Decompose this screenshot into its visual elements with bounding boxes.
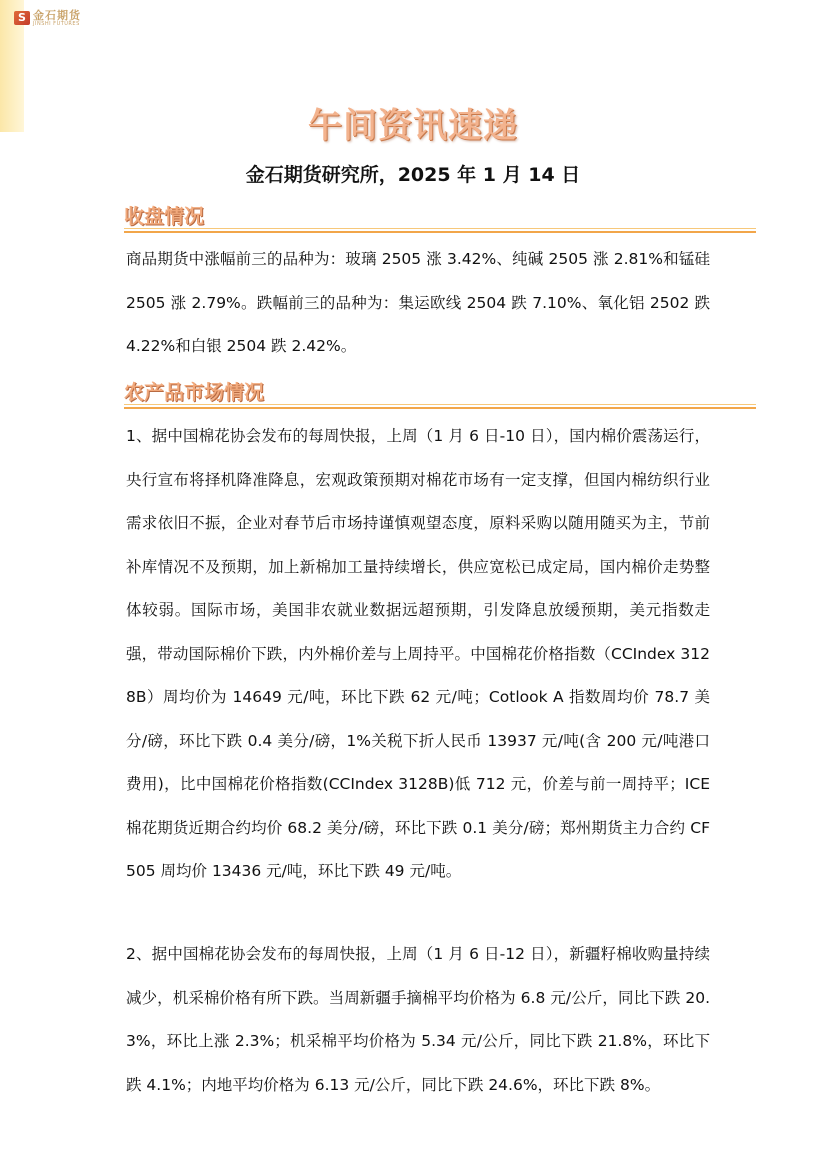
logo-mark-icon: S <box>14 11 30 25</box>
section-heading-closing <box>124 199 756 233</box>
logo-text <box>33 10 81 27</box>
logo-name: 金石期货 <box>33 8 81 22</box>
heading-divider <box>124 407 756 409</box>
paragraph-cotton-weekly: 1、据中国棉花协会发布的每周快报，上周（1 月 6 日-10 日），国内棉价震荡运行，央行宣布将择机降准降息，宏观政策预期对棉花市场有一定支撑，但国内棉纺织行业需求依旧不振，企业对春节后市场持谨慎观望态度，原料采购以随用随买为主，节前补库情况不及预期，加上新棉加工量持续增长，供应宽松已成定局，国内棉价走势整体较弱。国际市场，美国非农就业数据远超预期，引发降息放缓预期，美元指数走强，带动国际棉价下跌，内外棉价差与上周持平。中国棉花价格指数（CCIndex 3128B）周均价为 14649 元/吨，环比下跌 62 元/吨；Cotlook A 指数周均价 78.7 美分/磅，环比下跌 0.4 美分/磅，1%关税下折人民币 13937 元/吨(含 200 元/吨港口费用)，比中国棉花价格指数(CCIndex 3128B)低 712 元，价差与前一周持平；ICE 棉花期货近期合约均价 68.2 美分/磅，环比下跌 0.1 美分/磅；郑州期货主力合约 CF505 周均价 13436 元/吨，环比下跌 49 元/吨。 <box>126 427 710 880</box>
heading-divider <box>124 404 756 405</box>
company-logo <box>14 9 81 27</box>
page-subtitle: 金石期货研究所，2025 年 1 月 14 日 <box>245 164 581 186</box>
paragraph-xinjiang-seed-cotton: 2、据中国棉花协会发布的每周快报，上周（1 月 6 日-12 日），新疆籽棉收购量持续减少，机采棉价格有所下跌。当周新疆手摘棉平均价格为 6.8 元/公斤，同比下跌 20.3%，环比上涨 2.3%；机采棉平均价格为 5.34 元/公斤，同比下跌 21.8%，环比下跌 4.1%；内地平均价格为 6.13 元/公斤，同比下跌 24.6%，环比下跌 8%。 <box>126 945 710 1094</box>
page-title: 午间资讯速递 <box>308 106 518 146</box>
paragraph-closing-summary: 商品期货中涨幅前三的品种为：玻璃 2505 涨 3.42%、纯碱 2505 涨 2.81%和锰硅 2505 涨 2.79%。跌幅前三的品种为：集运欧线 2504 跌 7.10%、氧化铝 2502 跌 4.22%和白银 2504 跌 2.42%。 <box>126 250 710 355</box>
heading-divider <box>124 228 756 229</box>
section-title: 农产品市场情况 <box>124 380 264 404</box>
section-heading-agri <box>124 375 756 409</box>
heading-divider <box>124 231 756 233</box>
section-title: 收盘情况 <box>124 204 204 228</box>
logo-english: JINSHI FUTURES <box>33 20 80 27</box>
